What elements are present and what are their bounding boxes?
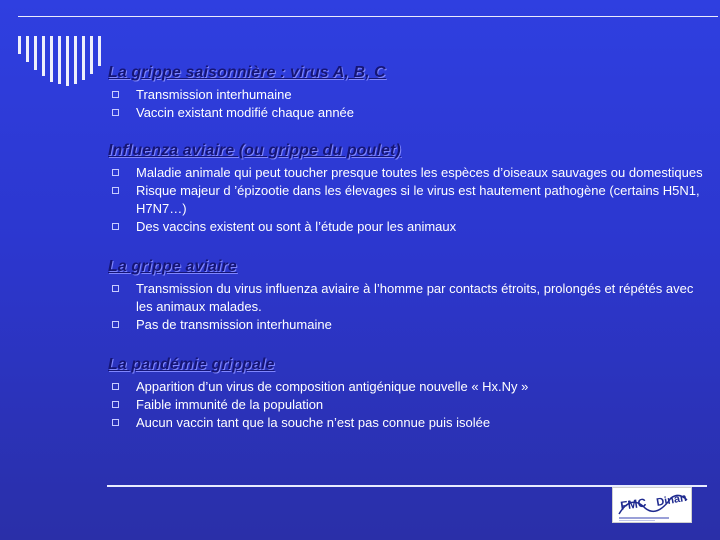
list-item: Maladie animale qui peut toucher presque toutes les espèces d’oiseaux sauvages ou domestiques [108, 164, 708, 182]
square-bullet-icon [112, 91, 119, 98]
section-title: La grippe saisonnière : virus A, B, C [108, 64, 386, 81]
square-bullet-icon [112, 419, 119, 426]
square-bullet-icon [112, 321, 119, 328]
bullet-list [108, 378, 708, 432]
square-bullet-icon [112, 187, 119, 194]
square-bullet-icon [112, 169, 119, 176]
list-item: Transmission interhumaine [108, 86, 708, 104]
list-item: Faible immunité de la population [108, 396, 708, 414]
section-influenza-aviaire [108, 142, 708, 236]
list-item: Apparition d’un virus de composition antigénique nouvelle « Hx.Ny » [108, 378, 708, 396]
square-bullet-icon [112, 383, 119, 390]
bullet-list [108, 86, 708, 122]
square-bullet-icon [112, 223, 119, 230]
section-grippe-aviaire [108, 258, 708, 334]
list-item: Risque majeur d ’épizootie dans les élevages si le virus est hautement pathogène (certains H5N1, H7N7…) [108, 182, 708, 218]
list-item: Vaccin existant modifié chaque année [108, 104, 708, 122]
section-title: Influenza aviaire (ou grippe du poulet) [108, 142, 401, 159]
list-item: Des vaccins existent ou sont à l’étude pour les animaux [108, 218, 708, 236]
svg-text:FMC: FMC [619, 495, 648, 513]
square-bullet-icon [112, 401, 119, 408]
square-bullet-icon [112, 285, 119, 292]
list-item: Pas de transmission interhumaine [108, 316, 708, 334]
fmc-dinan-logo [612, 487, 692, 523]
section-pandemie-grippale [108, 356, 708, 432]
section-grippe-saisonniere [108, 64, 708, 122]
square-bullet-icon [112, 109, 119, 116]
svg-text:Dinan: Dinan [655, 491, 688, 509]
bullet-list [108, 280, 708, 334]
slide-content [108, 64, 708, 446]
list-item: Transmission du virus influenza aviaire à l’homme par contacts étroits, prolongés et répétés avec les animaux malades. [108, 280, 708, 316]
list-item: Aucun vaccin tant que la souche n’est pas connue puis isolée [108, 414, 708, 432]
bullet-list [108, 164, 708, 236]
section-title: La pandémie grippale [108, 356, 275, 373]
section-title: La grippe aviaire [108, 258, 237, 275]
